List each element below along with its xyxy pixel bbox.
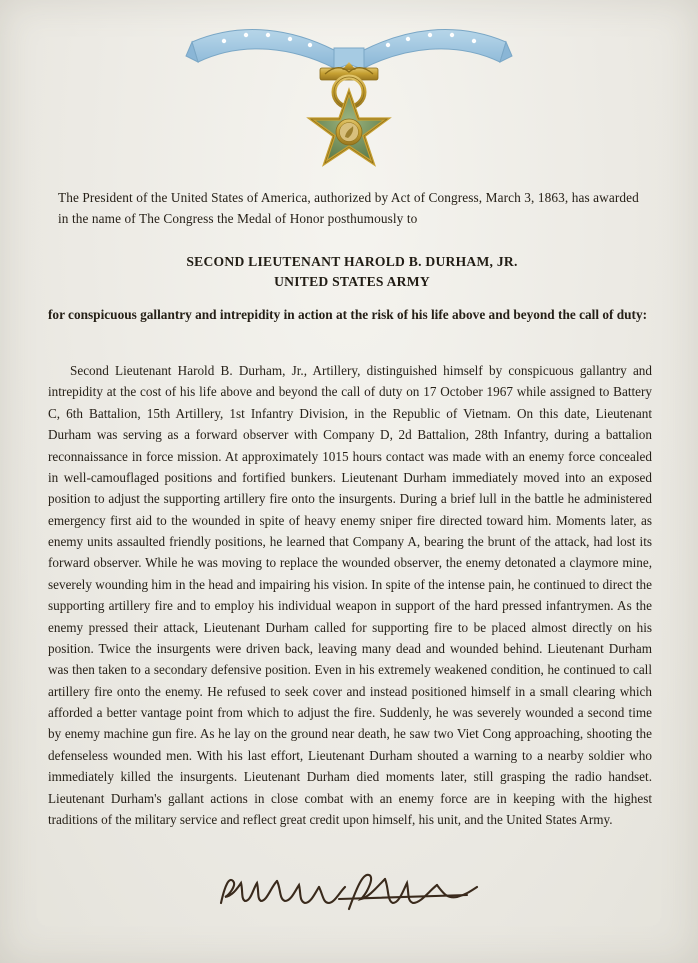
authorization-text: The President of the United States of America, authorized by Act of Congress, March 3, 1863, has awarded in the name of The Congress the Medal of Honor posthumously to [58, 190, 639, 226]
medal-emblem-icon [184, 8, 514, 186]
citation-lead-text: for conspicuous gallantry and intrepidity in action at the risk of his life above and beyond the call of duty: [48, 307, 648, 322]
recipient-name: SECOND LIEUTENANT HAROLD B. DURHAM, JR. [186, 254, 518, 269]
recipient-block [58, 252, 646, 293]
recipient-branch: UNITED STATES ARMY [274, 274, 430, 290]
medal-of-honor-emblem [0, 8, 698, 183]
presidential-signature [0, 863, 698, 921]
citation-body-text: Second Lieutenant Harold B. Durham, Jr., Artillery, distinguished himself by conspicuous gallantry and intrepidity at the cost of his life above and beyond the call of duty on 17 October 1967 while assigned to Battery C, 6th Battalion, 15th Artillery, 1st Infantry Division, in the Republic of Vietnam. On this date, Lieutenant Durham was serving as a forward observer with Company D, 2d Battalion, 28th Infantry, during a battalion reconnaissance in force mission. At approximately 1015 hours contact was made with an enemy force concealed in well-camouflaged positions and fortified bunkers. Lieutenant Durham immediately moved into an exposed position to adjust the supporting artillery fire onto the insurgents. During a brief lull in the battle he administered emergency first aid to the wounded in spite of heavy enemy sniper fire directed toward him. Moments later, as enemy units assaulted friendly positions, he learned that Company A, bearing the brunt of the attack, had lost its forward observer. While he was moving to replace the wounded observer, the enemy detonated a claymore mine, severely wounding him in the head and impairing his vision. In spite of the intense pain, he continued to direct the supporting artillery fire and to employ his individual weapon in support of the hard pressed infantrymen. As the enemy pressed their attack, Lieutenant Durham called for supporting fire to be placed almost directly on his position. Twice the insurgents were driven back, leaving many dead and wounded behind. Lieutenant Durham was then taken to a secondary defensive position. Even in his extremely weakened condition, he continued to call artillery fire onto the enemy. He refused to seek cover and instead positioned himself in a small clearing which afforded a better vantage point from which to adjust the fire. Suddenly, he was severely wounded a second time by enemy machine gun fire. As he lay on the ground near death, he saw two Viet Cong approaching, shooting the defenseless wounded men. With his last effort, Lieutenant Durham shouted a warning to a nearby soldier who immediately killed the insurgents. Lieutenant Durham died moments later, still grasping the radio handset. Lieutenant Durham's gallant actions in close combat with an enemy force are in keeping with the highest traditions of the military service and reflect great credit upon himself, his unit, and the United States Army. [48, 363, 652, 827]
signature-icon [199, 863, 499, 921]
